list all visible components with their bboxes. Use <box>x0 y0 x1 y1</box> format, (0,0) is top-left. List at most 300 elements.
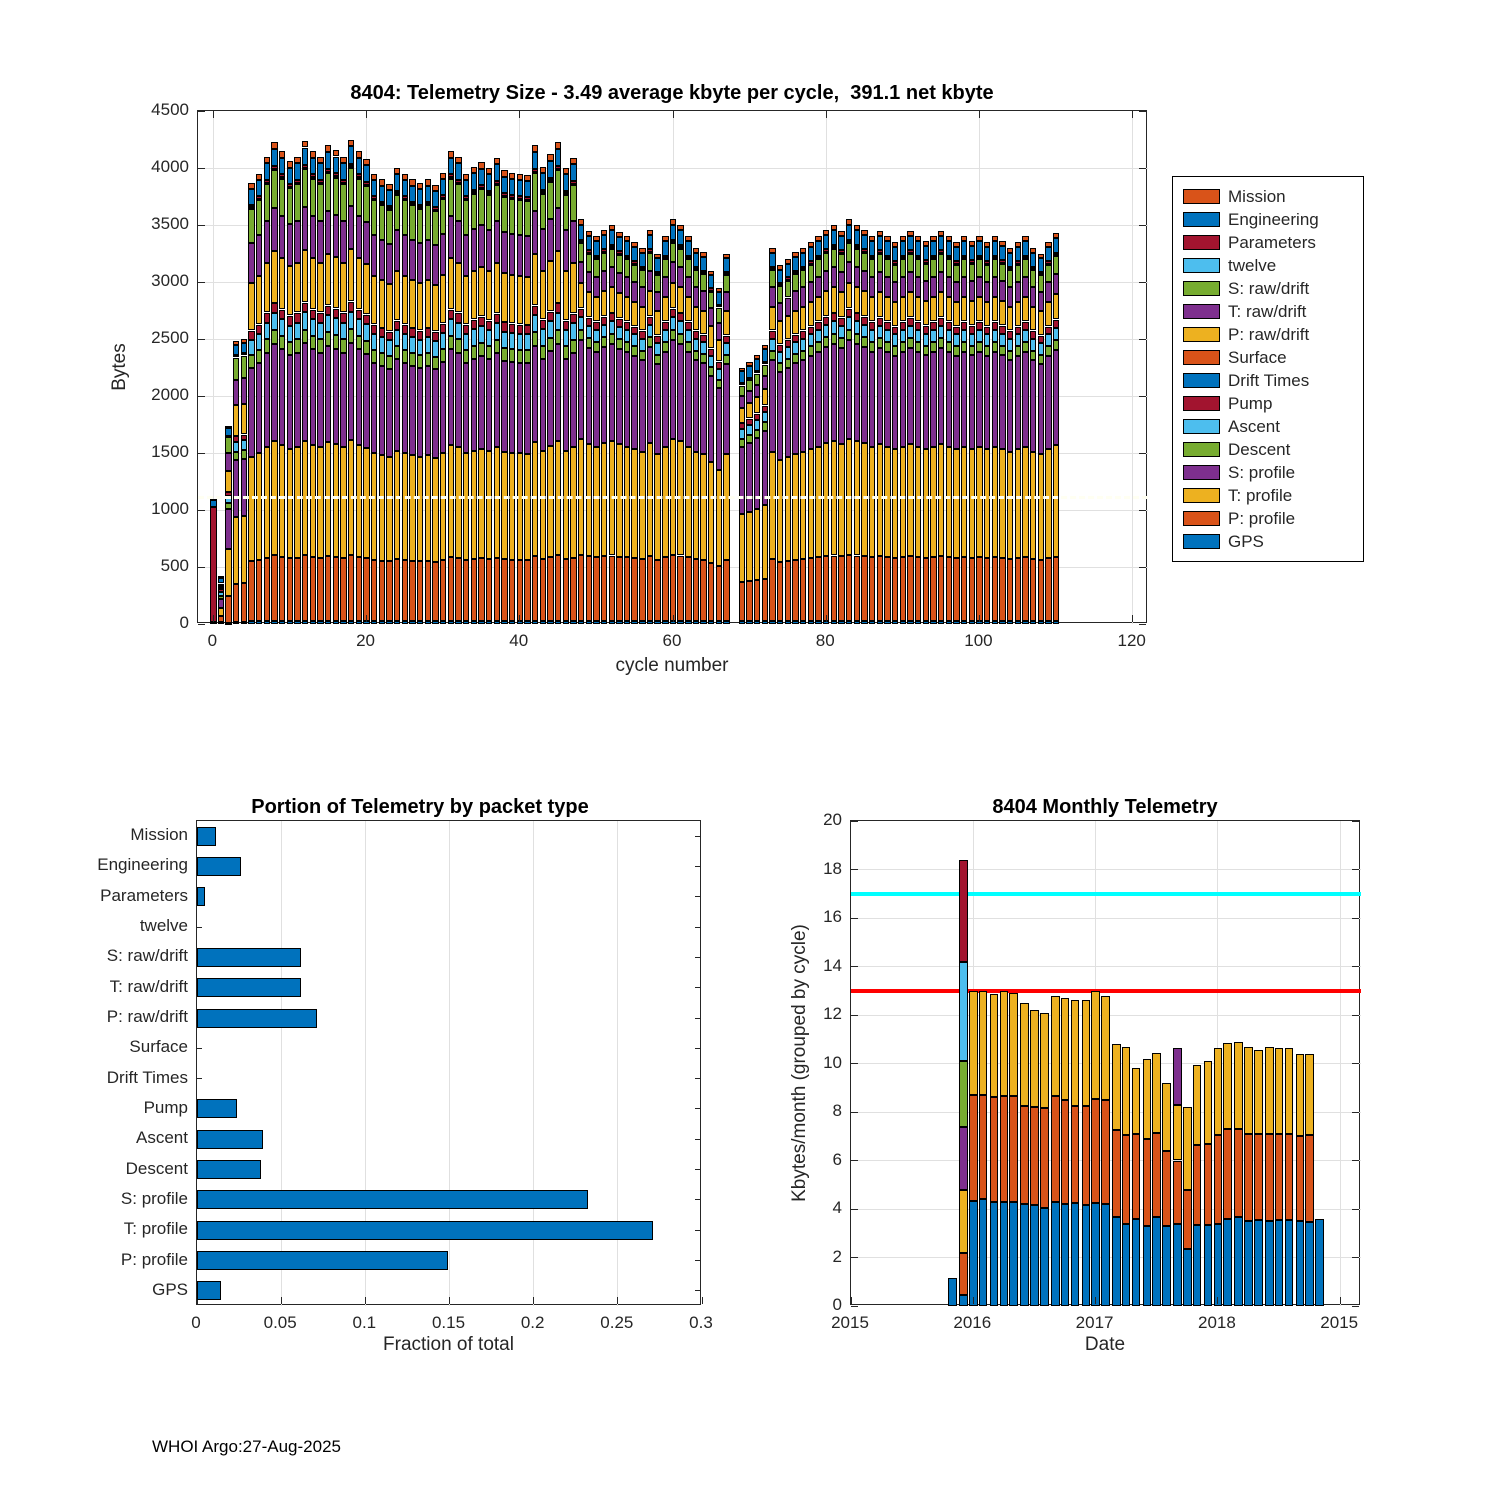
bar-segment-pump <box>670 309 676 317</box>
bar-segment-engineering <box>854 230 860 245</box>
bar-segment-descent <box>946 342 952 352</box>
bar-segment-t-raw-drift <box>800 287 806 306</box>
bar-segment-engineering <box>792 257 798 271</box>
bar-segment-ascent <box>999 334 1005 346</box>
bar-segment-ascent <box>716 369 722 380</box>
legend-label: Ascent <box>1228 416 1280 436</box>
bar-segment-t-profile <box>1022 447 1028 558</box>
bar-segment-engineering <box>777 270 783 283</box>
bar-segment-parameters <box>417 205 423 208</box>
bar-segment-p-profile <box>984 558 990 620</box>
bar-segment-mission <box>877 231 883 236</box>
bar-segment-twelve <box>792 273 798 275</box>
bar-segment-gps <box>210 622 216 624</box>
legend-swatch <box>1183 281 1220 296</box>
bar-segment-engineering <box>356 158 362 175</box>
legend-swatch <box>1183 189 1220 204</box>
bar-segment-s-profile <box>969 355 975 448</box>
bar-segment-s-raw-drift <box>409 205 415 240</box>
legend-swatch <box>1183 212 1220 227</box>
bar-segment-parameters <box>647 249 653 251</box>
y-tick-mark <box>1139 453 1146 454</box>
y-tick-label: 20 <box>823 810 842 829</box>
bar-segment-twelve <box>992 258 998 260</box>
bar-segment-s-profile <box>892 356 898 449</box>
bar-segment-parameters <box>317 180 323 183</box>
bar-segment-engineering <box>547 161 553 178</box>
bar-segment-t-profile <box>517 453 523 560</box>
bar-segment-descent <box>317 339 323 352</box>
monthly-bar-segment <box>1020 1106 1029 1204</box>
bar-segment-p-raw-drift <box>356 258 362 308</box>
monthly-bar-segment <box>948 1278 957 1306</box>
fraction-bar <box>197 948 301 967</box>
y-tick-mark <box>1352 1112 1359 1113</box>
bar-segment-pump <box>838 318 844 326</box>
bar-segment-t-raw-drift <box>685 277 691 297</box>
bar-segment-descent <box>739 439 745 447</box>
bar-segment-t-raw-drift <box>999 281 1005 301</box>
bar-segment-p-profile <box>693 559 699 620</box>
bar-segment-descent <box>969 346 975 356</box>
bar-segment-pump <box>677 313 683 321</box>
bar-segment-mission <box>1022 236 1028 241</box>
bar-segment-parameters <box>946 256 952 258</box>
bar-segment-ascent <box>846 317 852 330</box>
bar-segment-parameters <box>524 197 530 200</box>
bar-segment-pump <box>218 589 224 592</box>
fraction-bar <box>197 978 301 997</box>
bar-segment-descent <box>762 422 768 430</box>
bar-segment-p-profile <box>509 560 515 621</box>
bar-segment-pump <box>823 317 829 325</box>
bar-segment-s-profile <box>662 352 668 446</box>
bar-segment-s-profile <box>563 359 569 451</box>
monthly-bar-segment <box>1173 1224 1182 1306</box>
bar-segment-gps <box>838 621 844 624</box>
bar-segment-twelve <box>371 199 377 201</box>
bar-segment-p-raw-drift <box>823 291 829 316</box>
bar-segment-s-profile <box>294 353 300 447</box>
bar-segment-ascent <box>754 420 760 430</box>
bar-segment-t-profile <box>494 447 500 557</box>
bar-segment-parameters <box>448 174 454 177</box>
bar-segment-gps <box>340 621 346 624</box>
bar-segment-engineering <box>440 179 446 195</box>
monthly-bar-segment <box>1305 1054 1314 1135</box>
bar-segment-mission <box>440 173 446 179</box>
bar-segment-t-raw-drift <box>340 221 346 263</box>
bar-segment-t-raw-drift <box>225 453 231 471</box>
monthly-bar-segment <box>1112 1044 1121 1130</box>
bar-segment-s-raw-drift <box>271 170 277 208</box>
bar-segment-pump <box>348 302 354 312</box>
bar-segment-p-profile <box>631 558 637 620</box>
bar-segment-p-raw-drift <box>1015 302 1021 326</box>
legend <box>1172 176 1364 562</box>
bar-segment-gps <box>961 621 967 624</box>
bar-segment-s-profile <box>1007 360 1013 451</box>
bar-segment-p-raw-drift <box>333 257 339 308</box>
bar-segment-pump <box>264 313 270 322</box>
bar-segment-descent <box>279 336 285 349</box>
bar-segment-s-profile <box>540 359 546 451</box>
bar-segment-t-profile <box>478 449 484 558</box>
bar-segment-twelve <box>417 207 423 209</box>
bar-segment-twelve <box>1038 274 1044 276</box>
bar-segment-engineering <box>363 165 369 182</box>
bar-segment-p-profile <box>808 558 814 620</box>
bar-segment-mission <box>662 236 668 241</box>
bar-segment-parameters <box>961 256 967 258</box>
bar-segment-t-profile <box>953 449 959 558</box>
bar-segment-descent <box>769 351 775 361</box>
bar-segment-engineering <box>685 241 691 255</box>
bar-segment-ascent <box>417 340 423 356</box>
x-tick-mark <box>1340 1297 1341 1304</box>
x-tick-mark <box>673 615 674 622</box>
bar-segment-t-raw-drift <box>386 244 392 284</box>
bar-segment-ascent <box>494 323 500 340</box>
x-tick-mark <box>281 1297 282 1304</box>
bar-segment-twelve <box>685 258 691 260</box>
bar-segment-gps <box>846 621 852 624</box>
category-label: Descent <box>125 1158 188 1178</box>
bar-segment-t-profile <box>700 454 706 560</box>
bar-segment-pump <box>754 414 760 420</box>
bar-segment-t-raw-drift <box>455 221 461 263</box>
bar-segment-s-raw-drift <box>739 386 745 397</box>
monthly-bar-segment <box>1091 991 1100 1099</box>
bar-segment-p-raw-drift <box>1022 297 1028 321</box>
bar-segment-engineering <box>846 225 852 240</box>
bar-segment-p-raw-drift <box>976 297 982 321</box>
bar-segment-p-profile <box>670 555 676 621</box>
bar-segment-s-profile <box>869 352 875 446</box>
bar-segment-s-raw-drift <box>225 437 231 453</box>
bar-segment-s-profile <box>379 366 385 456</box>
bar-segment-s-profile <box>356 349 362 444</box>
bar-segment-gps <box>999 621 1005 624</box>
bar-segment-pump <box>723 336 729 343</box>
bar-segment-t-profile <box>371 453 377 560</box>
bar-segment-mission <box>317 157 323 164</box>
category-label: Surface <box>129 1037 188 1057</box>
bar-segment-mission <box>218 576 224 578</box>
bar-segment-parameters <box>792 271 798 273</box>
bar-segment-ascent <box>907 326 913 338</box>
bar-segment-descent <box>524 350 530 363</box>
telemetry-size-plot <box>197 110 1147 623</box>
bar-segment-pump <box>708 349 714 356</box>
bar-segment-p-raw-drift <box>317 263 323 313</box>
bar-segment-p-profile <box>716 566 722 621</box>
bar-segment-pump <box>271 303 277 313</box>
bar-segment-p-raw-drift <box>984 302 990 326</box>
y-tick-mark <box>695 987 700 988</box>
bar-segment-engineering <box>907 236 913 251</box>
monthly-bar-segment <box>959 1295 968 1306</box>
bar-segment-ascent <box>340 323 346 340</box>
bar-segment-t-profile <box>823 443 829 556</box>
bar-segment-s-profile <box>769 360 775 451</box>
bar-segment-mission <box>808 242 814 247</box>
bar-segment-p-raw-drift <box>631 302 637 326</box>
bar-segment-t-raw-drift <box>869 277 875 297</box>
bar-segment-p-profile <box>961 557 967 620</box>
bar-segment-mission <box>601 230 607 235</box>
bar-segment-mission <box>938 231 944 236</box>
bar-segment-p-raw-drift <box>700 311 706 334</box>
bar-segment-p-profile <box>647 556 653 620</box>
bar-segment-descent <box>953 346 959 356</box>
bar-segment-gps <box>677 621 683 624</box>
bar-segment-engineering <box>517 180 523 196</box>
bar-segment-parameters <box>593 256 599 258</box>
x-tick-label: 100 <box>964 631 993 650</box>
y-tick-mark <box>198 567 205 568</box>
legend-item <box>1183 438 1353 461</box>
monthly-bar-segment <box>1152 1053 1161 1133</box>
bar-segment-ascent <box>294 323 300 340</box>
bar-segment-mission <box>739 368 745 372</box>
monthly-bar-segment <box>1051 1096 1060 1201</box>
monthly-bar-segment <box>1223 1129 1232 1219</box>
bar-segment-engineering <box>271 149 277 166</box>
bar-segment-t-profile <box>256 453 262 560</box>
bar-segment-t-profile <box>838 444 844 557</box>
bar-segment-t-raw-drift <box>294 221 300 263</box>
bar-segment-t-profile <box>739 514 745 582</box>
bar-segment-mission <box>1045 242 1051 247</box>
bar-segment-t-raw-drift <box>624 277 630 297</box>
bar-segment-descent <box>785 359 791 368</box>
bar-segment-t-raw-drift <box>907 272 913 292</box>
bar-segment-parameters <box>685 256 691 258</box>
bar-segment-t-profile <box>524 454 530 560</box>
legend-item <box>1183 323 1353 346</box>
bar-segment-pump <box>455 313 461 322</box>
monthly-bar-segment <box>1204 1061 1213 1143</box>
bar-segment-s-profile <box>440 362 446 453</box>
bar-segment-engineering <box>425 186 431 202</box>
bar-segment-engineering <box>746 366 752 378</box>
bar-segment-twelve <box>616 254 622 256</box>
bar-segment-mission <box>915 236 921 241</box>
bar-segment-p-profile <box>869 557 875 620</box>
bar-segment-pump <box>1038 336 1044 343</box>
bar-segment-parameters <box>386 206 392 209</box>
legend-item <box>1183 346 1353 369</box>
bar-segment-s-profile <box>225 509 231 549</box>
monthly-bar-segment <box>1214 1224 1223 1306</box>
y-tick-mark <box>695 1048 700 1049</box>
bar-segment-p-raw-drift <box>532 254 538 305</box>
bar-segment-mission <box>563 168 569 174</box>
bar-segment-twelve <box>532 172 538 174</box>
gridline-y <box>851 918 1361 919</box>
x-tick-label: 0.1 <box>352 1313 377 1332</box>
bar-segment-t-raw-drift <box>601 271 607 291</box>
bar-segment-descent <box>647 337 653 347</box>
bar-segment-twelve <box>601 252 607 254</box>
bar-segment-engineering <box>494 164 500 181</box>
x-tick-label: 0.3 <box>689 1313 713 1332</box>
bar-segment-s-raw-drift <box>340 184 346 221</box>
bar-segment-t-raw-drift <box>662 277 668 297</box>
bar-segment-t-profile <box>248 457 254 562</box>
bar-segment-twelve <box>287 187 293 189</box>
bar-segment-engineering <box>631 247 637 261</box>
bar-segment-gps <box>892 621 898 624</box>
bar-segment-engineering <box>210 500 216 507</box>
bar-segment-engineering <box>723 258 729 272</box>
bar-segment-t-raw-drift <box>946 277 952 297</box>
bar-segment-twelve <box>708 291 714 293</box>
bar-segment-t-profile <box>325 442 331 555</box>
monthly-bar-segment <box>1091 1203 1100 1306</box>
bar-segment-ascent <box>670 317 676 330</box>
y-tick-label: 2000 <box>151 385 189 404</box>
bar-segment-s-raw-drift <box>930 259 936 277</box>
bar-segment-descent <box>570 340 576 353</box>
bar-segment-s-profile <box>1022 352 1028 446</box>
bar-segment-s-profile <box>402 363 408 454</box>
monthly-bar-segment <box>1020 1204 1029 1306</box>
bar-segment-twelve <box>861 252 867 254</box>
bar-segment-p-profile <box>386 561 392 620</box>
bar-segment-s-profile <box>992 352 998 446</box>
bar-segment-parameters <box>670 240 676 243</box>
bar-segment-p-profile <box>800 559 806 620</box>
bar-segment-p-raw-drift <box>478 267 484 316</box>
bar-segment-gps <box>532 621 538 624</box>
bar-segment-p-profile <box>524 560 530 621</box>
bar-segment-p-raw-drift <box>662 297 668 321</box>
bar-segment-descent <box>777 363 783 372</box>
monthly-bar-segment <box>1061 1204 1070 1306</box>
bar-segment-s-raw-drift <box>716 308 722 323</box>
bar-segment-twelve <box>884 258 890 260</box>
bar-segment-engineering <box>586 236 592 251</box>
bar-segment-p-raw-drift <box>953 302 959 326</box>
bar-segment-twelve <box>877 253 883 255</box>
bar-segment-p-profile <box>1053 557 1059 621</box>
x-tick-label: 2016 <box>953 1313 992 1332</box>
bar-segment-twelve <box>838 253 844 255</box>
bar-segment-t-profile <box>792 454 798 560</box>
bar-segment-descent <box>693 351 699 361</box>
bar-segment-p-raw-drift <box>402 276 408 324</box>
bar-segment-t-raw-drift <box>831 267 837 288</box>
bar-segment-s-profile <box>785 368 791 457</box>
monthly-bar-segment <box>1193 1145 1202 1225</box>
bar-segment-ascent <box>969 334 975 346</box>
bar-segment-twelve <box>677 247 683 249</box>
bar-segment-descent <box>999 346 1005 356</box>
bar-segment-ascent <box>961 330 967 342</box>
bar-segment-mission <box>432 185 438 191</box>
bar-segment-pump <box>631 327 637 335</box>
bar-segment-s-raw-drift <box>363 186 369 222</box>
bar-segment-p-profile <box>815 557 821 620</box>
bar-segment-descent <box>662 342 668 352</box>
bar-segment-t-profile <box>969 449 975 559</box>
bar-segment-t-profile <box>746 512 752 581</box>
x-tick-mark <box>365 1297 366 1304</box>
bar-segment-ascent <box>854 321 860 334</box>
bar-segment-s-profile <box>792 363 798 453</box>
bar-segment-parameters <box>869 256 875 258</box>
bar-segment-twelve <box>777 285 783 287</box>
bar-segment-descent <box>923 346 929 356</box>
bar-segment-mission <box>547 154 553 161</box>
bar-segment-t-profile <box>379 455 385 560</box>
bar-segment-p-raw-drift <box>540 271 546 320</box>
bar-segment-parameters <box>379 202 385 205</box>
legend-item <box>1183 300 1353 323</box>
bar-segment-s-raw-drift <box>746 380 752 391</box>
bar-segment-t-raw-drift <box>409 240 415 280</box>
bar-segment-t-raw-drift <box>838 272 844 292</box>
bar-segment-s-raw-drift <box>555 170 561 208</box>
bar-segment-twelve <box>923 263 929 265</box>
bar-segment-p-profile <box>425 561 431 621</box>
bar-segment-descent <box>233 452 239 460</box>
bar-segment-ascent <box>739 429 745 439</box>
bar-segment-p-profile <box>494 558 500 621</box>
bar-segment-mission <box>363 159 369 166</box>
bar-segment-engineering <box>754 359 760 371</box>
bar-segment-pump <box>815 322 821 330</box>
bar-segment-t-raw-drift <box>432 245 438 285</box>
bar-segment-pump <box>785 340 791 347</box>
bar-segment-twelve <box>609 247 615 249</box>
bar-segment-gps <box>1022 621 1028 624</box>
legend-item <box>1183 254 1353 277</box>
y-tick-mark <box>851 1063 858 1064</box>
bar-segment-s-profile <box>509 362 515 453</box>
bar-segment-p-raw-drift <box>601 291 607 316</box>
bar-segment-descent <box>294 339 300 352</box>
bar-segment-ascent <box>264 323 270 340</box>
bar-segment-p-raw-drift <box>946 297 952 321</box>
bar-segment-t-raw-drift <box>923 281 929 301</box>
bar-segment-t-raw-drift <box>846 262 852 283</box>
bar-segment-gps <box>578 621 584 624</box>
bar-segment-p-raw-drift <box>869 297 875 321</box>
bar-segment-mission <box>639 248 645 253</box>
bar-segment-parameters <box>1007 267 1013 269</box>
y-tick-mark <box>1139 396 1146 397</box>
bar-segment-pump <box>256 325 262 334</box>
bar-segment-descent <box>417 355 423 368</box>
bar-segment-t-profile <box>340 447 346 558</box>
bar-segment-twelve <box>348 166 354 168</box>
bar-segment-t-profile <box>264 447 270 558</box>
bar-segment-twelve <box>547 180 553 182</box>
y-tick-mark <box>695 1139 700 1140</box>
bar-segment-t-raw-drift <box>854 267 860 288</box>
bar-segment-pump <box>248 331 254 340</box>
monthly-bar-segment <box>959 1127 968 1190</box>
bar-segment-parameters <box>287 184 293 187</box>
bar-segment-engineering <box>448 158 454 175</box>
bar-segment-p-profile <box>992 557 998 620</box>
bar-segment-ascent <box>923 334 929 346</box>
bar-segment-p-profile <box>777 562 783 621</box>
bar-segment-mission <box>984 242 990 247</box>
